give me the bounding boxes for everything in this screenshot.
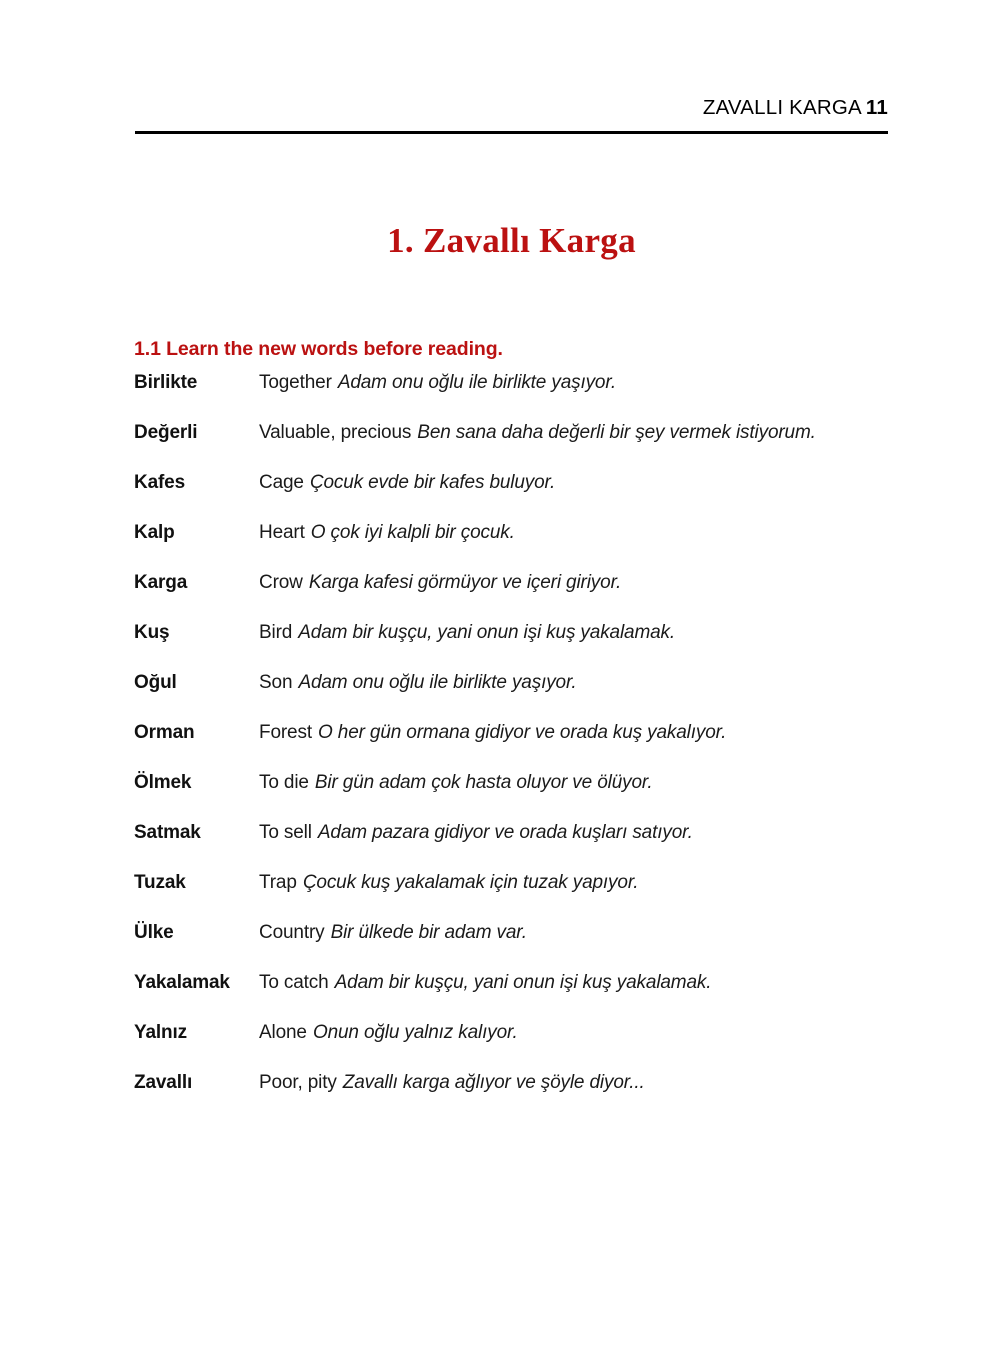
vocabulary-definition: [259, 672, 577, 694]
vocabulary-term: Oğul: [134, 672, 177, 693]
vocabulary-row: [134, 1022, 894, 1072]
vocabulary-example-sentence: O her gün ormana gidiyor ve orada kuş yakalıyor.: [318, 722, 727, 743]
vocabulary-definition: [259, 972, 711, 994]
vocabulary-definition-english: Heart: [259, 522, 305, 543]
vocabulary-term: Satmak: [134, 822, 201, 843]
vocabulary-definition-english: Together: [259, 372, 332, 393]
vocabulary-row: [134, 772, 894, 822]
section-heading: 1.1 Learn the new words before reading.: [134, 338, 503, 361]
vocabulary-term: Kafes: [134, 472, 185, 493]
vocabulary-example-sentence: Bir gün adam çok hasta oluyor ve ölüyor.: [314, 772, 653, 793]
vocabulary-definition: [259, 522, 515, 544]
vocabulary-term: Birlikte: [134, 372, 198, 393]
vocabulary-definition: [259, 1072, 645, 1094]
vocabulary-example-sentence: Adam onu oğlu ile birlikte yaşıyor.: [298, 672, 577, 693]
vocabulary-row: [134, 472, 894, 522]
vocabulary-row: [134, 972, 894, 1022]
vocabulary-definition: [259, 422, 816, 444]
header-divider-rule: [135, 131, 888, 134]
vocabulary-row: [134, 872, 894, 922]
vocabulary-definition: [259, 472, 555, 494]
vocabulary-definition: [259, 822, 693, 844]
vocabulary-example-sentence: Adam bir kuşçu, yani onun işi kuş yakalamak.: [334, 972, 712, 993]
vocabulary-example-sentence: Karga kafesi görmüyor ve içeri giriyor.: [308, 572, 622, 593]
vocabulary-term: Orman: [134, 722, 195, 743]
vocabulary-definition-english: To sell: [259, 822, 312, 843]
vocabulary-definition: [259, 922, 527, 944]
vocabulary-definition: [259, 772, 652, 794]
vocabulary-list: [134, 372, 894, 1122]
vocabulary-definition-english: Cage: [259, 472, 304, 493]
vocabulary-term: Yakalamak: [134, 972, 230, 993]
vocabulary-row: [134, 722, 894, 772]
vocabulary-example-sentence: Ben sana daha değerli bir şey vermek istiyorum.: [417, 422, 816, 443]
vocabulary-example-sentence: Bir ülkede bir adam var.: [330, 922, 527, 943]
vocabulary-term: Ölmek: [134, 772, 192, 793]
vocabulary-row: [134, 572, 894, 622]
vocabulary-example-sentence: O çok iyi kalpli bir çocuk.: [310, 522, 515, 543]
vocabulary-definition-english: Trap: [259, 872, 297, 893]
vocabulary-row: [134, 822, 894, 872]
vocabulary-row: [134, 422, 894, 472]
vocabulary-term: Karga: [134, 572, 188, 593]
vocabulary-definition: [259, 1022, 518, 1044]
vocabulary-definition-english: To die: [259, 772, 309, 793]
vocabulary-definition-english: Bird: [259, 622, 293, 643]
vocabulary-example-sentence: Çocuk kuş yakalamak için tuzak yapıyor.: [302, 872, 639, 893]
vocabulary-definition-english: Valuable, precious: [259, 422, 412, 443]
vocabulary-term: Yalnız: [134, 1022, 187, 1043]
vocabulary-row: [134, 922, 894, 972]
vocabulary-term: Değerli: [134, 422, 198, 443]
vocabulary-term: Kalp: [134, 522, 175, 543]
running-header-book-title: ZAVALLI KARGA: [702, 96, 862, 119]
vocabulary-example-sentence: Adam onu oğlu ile birlikte yaşıyor.: [337, 372, 616, 393]
vocabulary-definition: [259, 622, 675, 644]
running-header: [135, 96, 888, 120]
vocabulary-example-sentence: Adam bir kuşçu, yani onun işi kuş yakalamak.: [298, 622, 676, 643]
vocabulary-row: [134, 672, 894, 722]
vocabulary-row: [134, 622, 894, 672]
vocabulary-example-sentence: Zavallı karga ağlıyor ve şöyle diyor...: [342, 1072, 645, 1093]
vocabulary-definition: [259, 872, 638, 894]
vocabulary-definition: [259, 572, 621, 594]
vocabulary-term: Kuş: [134, 622, 170, 643]
vocabulary-definition-english: Forest: [259, 722, 312, 743]
vocabulary-definition: [259, 722, 726, 744]
vocabulary-term: Ülke: [134, 922, 174, 943]
vocabulary-row: [134, 372, 894, 422]
vocabulary-definition: [259, 372, 616, 394]
vocabulary-term: Tuzak: [134, 872, 186, 893]
running-header-page-number: 11: [865, 96, 888, 119]
chapter-title: 1. Zavallı Karga: [387, 221, 636, 261]
vocabulary-example-sentence: Çocuk evde bir kafes buluyor.: [309, 472, 556, 493]
vocabulary-definition-english: Alone: [259, 1022, 307, 1043]
vocabulary-definition-english: To catch: [259, 972, 329, 993]
vocabulary-row: [134, 522, 894, 572]
vocabulary-example-sentence: Adam pazara gidiyor ve orada kuşları satıyor.: [317, 822, 693, 843]
vocabulary-example-sentence: Onun oğlu yalnız kalıyor.: [312, 1022, 518, 1043]
vocabulary-term: Zavallı: [134, 1072, 193, 1093]
vocabulary-definition-english: Son: [259, 672, 293, 693]
vocabulary-row: [134, 1072, 894, 1122]
vocabulary-definition-english: Poor, pity: [259, 1072, 337, 1093]
vocabulary-definition-english: Crow: [259, 572, 303, 593]
vocabulary-definition-english: Country: [259, 922, 325, 943]
